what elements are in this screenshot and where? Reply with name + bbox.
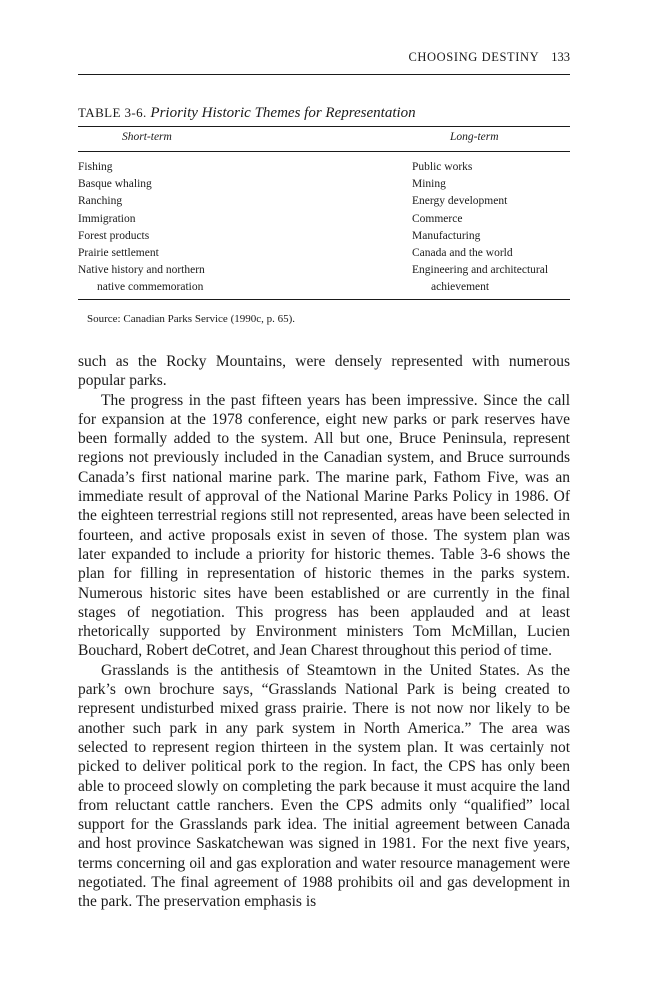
short-term-entry-text: Native history and northern [78, 264, 205, 277]
table-title: Priority Historic Themes for Representation [150, 105, 416, 121]
long-term-entry-text: Commerce [412, 212, 463, 225]
paragraph: The progress in the past fifteen years has been impressive. Since the call for expansion at the 1978 conference, eight new parks or park reserves have been formally added to the system. All but one, Bruce Peninsula, represent regions not previously included in the Canadian system, and Bruce surrounds Canada’s first national marine park. The marine park, Fathom Five, was an immediate result of approval of the National Marine Parks Policy in 1986. Of the eighteen terrestrial regions still not represented, areas have been selected in fourteen, and active proposals exist in seven of those. The system plan was later expanded to include a priority for historic themes. Table 3-6 shows the plan for filling in representation of historic themes in the parks system. Numerous historic sites have been established or are currently in the final stages of negotiation. This progress has been applauded and at least rhetorically supported by Environment ministers Tom McMillan, Lucien Bouchard, Robert deCotret, and Jean Charest throughout this period of time. [78, 391, 570, 660]
short-term-entry-text: Prairie settlement [78, 247, 159, 260]
short-term-entry [78, 228, 378, 245]
table-bottom-rule [78, 299, 570, 300]
short-term-entry [78, 211, 378, 228]
long-term-entry-text: Energy development [412, 195, 508, 208]
long-term-entry [412, 176, 572, 193]
table-header-rule [78, 151, 570, 152]
long-term-entry [412, 228, 572, 245]
body-text [78, 352, 570, 912]
table-source-note: Source: Canadian Parks Service (1990c, p. 65). [87, 313, 296, 325]
short-term-entry-continuation: native commemoration [97, 281, 204, 294]
long-term-column [412, 159, 572, 297]
short-term-entry-text: Immigration [78, 212, 136, 225]
long-term-entry-text: Canada and the world [412, 247, 513, 260]
paragraph: Grasslands is the antithesis of Steamtown in the United States. As the park’s own brochure says, “Grasslands National Park is being created to represent undisturbed mixed grass prairie. There is not now nor likely to be another such park in any park system in North America.” The area was selected to represent region thirteen in the system plan. It was certainly not picked to deliver political pork to the region. In fact, the CPS has only been able to proceed slowly on completing the park because it must acquire the land from reluctant cattle ranchers. Even the CPS admits only “qualified” local support for the Grasslands park idea. The initial agreement between Canada and host province Saskatchewan was signed in 1981. For the next five years, terms concerning oil and gas exploration and water resource management were negotiated. The final agreement of 1988 prohibits oil and gas development in the park. The preservation emphasis is [78, 661, 570, 911]
short-term-entry-text: Ranching [78, 195, 123, 208]
short-term-entry [78, 193, 378, 210]
long-term-entry-continuation: achievement [431, 281, 490, 294]
column-header-long-term: Long-term [450, 131, 499, 143]
table-top-rule [78, 126, 570, 127]
table-caption [78, 105, 416, 122]
short-term-entry [78, 245, 378, 262]
page-number: 133 [551, 50, 570, 64]
running-title: CHOOSING DESTINY [408, 50, 540, 64]
long-term-entry-text: Manufacturing [412, 229, 481, 242]
long-term-entry-text: Mining [412, 178, 446, 191]
short-term-entry [78, 262, 378, 296]
long-term-entry [412, 245, 572, 262]
long-term-entry [412, 193, 572, 210]
running-header [78, 50, 570, 65]
short-term-column [78, 159, 378, 297]
short-term-entry [78, 159, 378, 176]
column-header-short-term: Short-term [122, 131, 172, 143]
long-term-entry-text: Public works [412, 161, 473, 173]
long-term-entry [412, 262, 572, 296]
short-term-entry-text: Fishing [78, 161, 113, 173]
table-label: TABLE 3-6. [78, 105, 147, 120]
long-term-entry [412, 211, 572, 228]
long-term-entry [412, 159, 572, 176]
paragraph: such as the Rocky Mountains, were densely represented with numerous popular parks. [78, 353, 570, 390]
short-term-entry-text: Forest products [78, 229, 150, 242]
long-term-entry-text: Engineering and architectural [412, 264, 549, 277]
short-term-entry-text: Basque whaling [78, 178, 152, 191]
short-term-entry [78, 176, 378, 193]
header-rule [78, 74, 570, 75]
